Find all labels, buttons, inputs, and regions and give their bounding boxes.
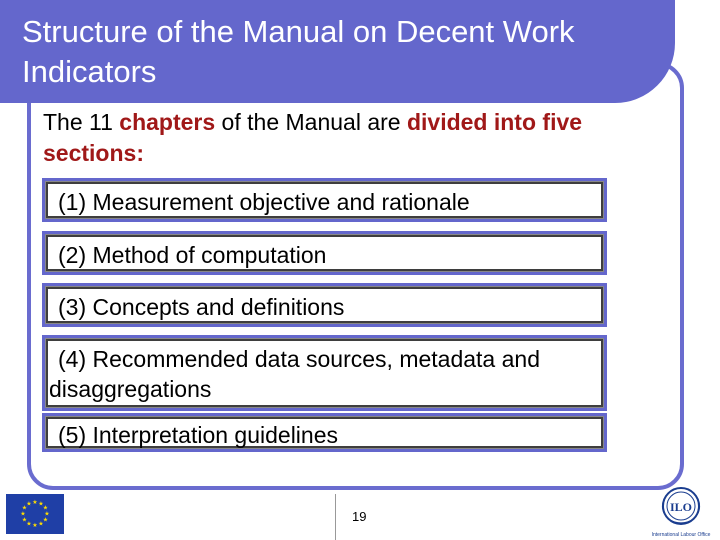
ilo-logo-icon: [650, 484, 712, 540]
eu-flag-icon: [6, 494, 64, 534]
svg-text:★: ★: [42, 516, 49, 524]
intro-part-2: of the Manual are: [215, 109, 407, 135]
footer-divider: [335, 494, 336, 540]
section-box-1: (1) Measurement objective and rationale: [46, 182, 603, 218]
svg-text:★: ★: [38, 500, 44, 508]
section-box-4: (4) Recommended data sources, metadata and disaggregations: [46, 339, 603, 407]
svg-text:★: ★: [21, 504, 28, 512]
svg-text:★: ★: [26, 520, 32, 528]
page-number: 19: [352, 509, 367, 524]
section-box-3: (3) Concepts and definitions: [46, 287, 603, 323]
intro-text: [43, 107, 633, 169]
svg-text:ILO: ILO: [669, 500, 693, 514]
intro-highlight-chapters: chapters: [119, 109, 216, 135]
ilo-caption: International Labour Office: [651, 532, 711, 538]
svg-text:★: ★: [38, 520, 44, 528]
svg-text:★: ★: [42, 504, 49, 512]
section-box-2: (2) Method of computation: [46, 235, 603, 271]
svg-text:★: ★: [20, 510, 26, 518]
svg-text:★: ★: [26, 500, 32, 508]
intro-highlight-sections: divided into five sections:: [43, 109, 583, 166]
svg-text:★: ★: [32, 522, 38, 529]
title-bar: [0, 0, 675, 103]
svg-text:★: ★: [21, 516, 28, 524]
svg-text:★: ★: [44, 510, 50, 518]
section-box-5: (5) Interpretation guidelines: [46, 417, 603, 448]
slide-title: Structure of the Manual on Decent Work Indicators: [22, 14, 575, 89]
svg-text:★: ★: [32, 499, 38, 506]
intro-part-1: The 11: [43, 109, 120, 135]
